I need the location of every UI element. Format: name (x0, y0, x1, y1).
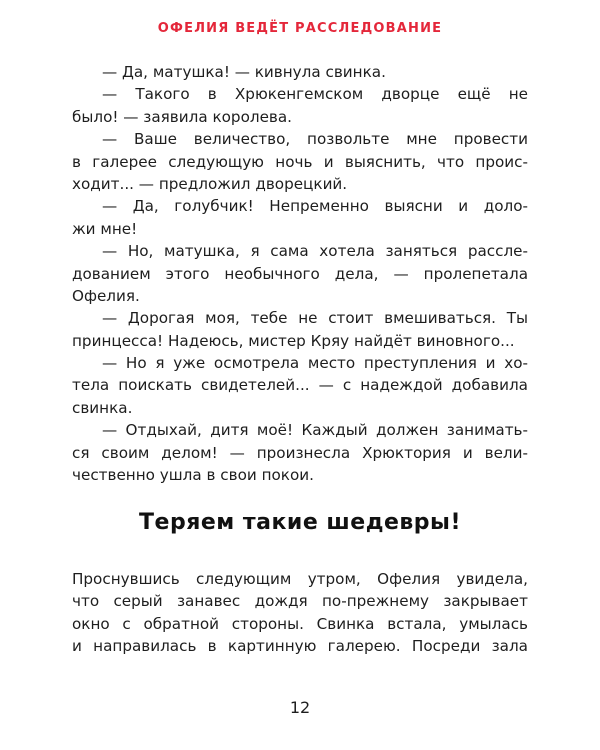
paragraph (72, 307, 528, 352)
text-line: жи мне! (72, 219, 138, 238)
text-line: Офелия. (72, 286, 140, 305)
paragraph (72, 568, 528, 658)
text-line: — Отдыхай, дитя моё! Каждый должен занимать- (102, 421, 528, 440)
text-line: Проснувшись следующим утром, Офелия увидела, (72, 570, 528, 588)
text-line: было! — заявила королева. (72, 107, 293, 126)
paragraph (72, 128, 528, 195)
paragraph (72, 83, 528, 128)
paragraph (72, 195, 528, 240)
section-text (72, 568, 528, 658)
section-heading: Теряем такие шедевры! (139, 510, 461, 535)
text-line: — Дорогая моя, тебе не стоит вмешиваться. Ты (102, 309, 528, 328)
text-line: и направилась в картинную галерею. Посреди зала (72, 637, 528, 656)
text-line: — Но, матушка, я сама хотела заняться рассле- (102, 242, 528, 261)
running-head: ОФЕЛИЯ ВЕДЁТ РАССЛЕДОВАНИЕ (157, 21, 443, 36)
text-line: ходит... — предложил дворецкий. (72, 174, 348, 193)
text-line: ся своим делом! — произнесла Хрюктория и вели- (72, 443, 528, 462)
text-line: — Да, матушка! — кивнула свинка. (102, 63, 386, 81)
paragraph (72, 352, 528, 419)
text-line: — Такого в Хрюкенгемском дворце ещё не (102, 85, 528, 104)
paragraph (72, 240, 528, 307)
text-line: — Но я уже осмотрела место преступления и хо- (102, 354, 528, 373)
text-line: — Ваше величество, позвольте мне провести (102, 130, 528, 149)
text-line: что серый занавес дождя по-прежнему закрывает (72, 592, 528, 611)
text-line: тела поискать свидетелей... — с надеждой добавила (72, 376, 528, 395)
dialogue-text (72, 61, 528, 486)
text-line: окно с обратной стороны. Свинка встала, умылась (72, 614, 528, 633)
paragraph (72, 419, 528, 486)
text-line: чественно ушла в свои покои. (72, 466, 314, 485)
text-line: — Да, голубчик! Непременно выясни и доло- (102, 197, 528, 216)
text-line: свинка. (72, 398, 133, 417)
text-line: дованием этого необычного дела, — пролепетала (72, 264, 528, 283)
paragraph (72, 61, 528, 83)
text-line: принцесса! Надеюсь, мистер Кряу найдёт виновного... (72, 331, 515, 350)
text-line: в галерее следующую ночь и выяснить, что проис- (72, 152, 528, 171)
page-number: 12 (289, 698, 311, 717)
